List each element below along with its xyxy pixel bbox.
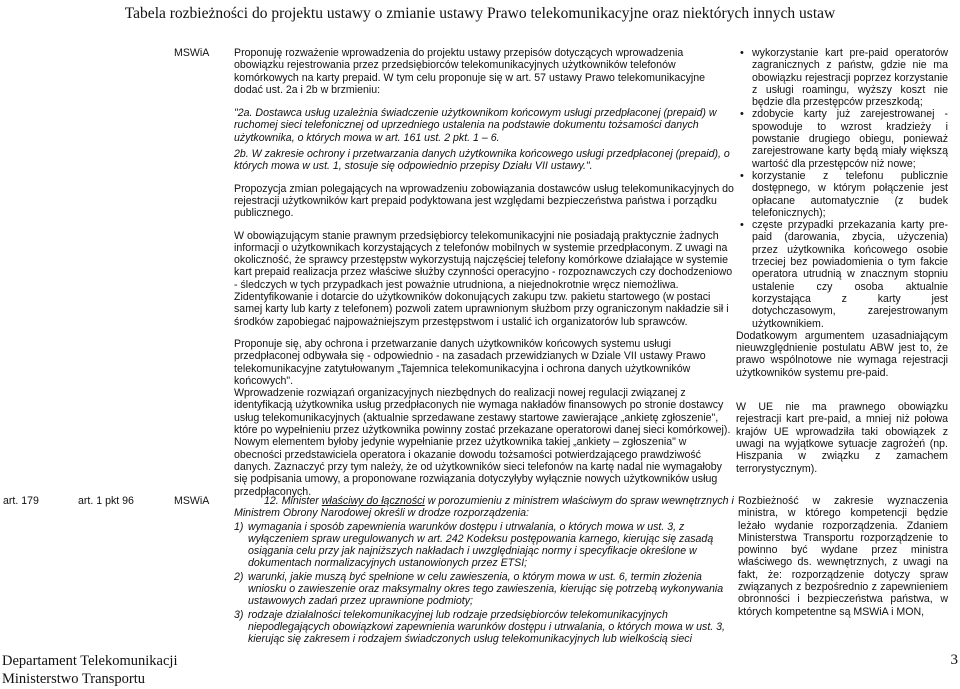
- footer-ministry: Ministerstwo Transportu: [2, 671, 146, 687]
- list-item: • zdobycie karty już zarejestrowanej - spowoduje to wzrost kradzieży i powstanie drugiego obiegu, ponieważ zarejestrowane karty będą miały większą wartość dla przestępców niż nowe;: [752, 108, 948, 169]
- response-argument: Dodatkowym argumentem uzasadniającym nieuwzględnienie postulatu ABW jest to, że prawo wspólnotowe nie wymaga rejestracji użytkowników systemu pre-paid.: [736, 329, 948, 379]
- footer-department: Departament Telekomunikacji: [2, 653, 178, 669]
- proposal-justification: Propozycja zmian polegających na wprowadzeniu zobowiązania dostawców usług telekomunikacyjnych do rejestracji użytkowników kart prepaid podyktowana jest względami bezpieczeństwa państwa i porządku publicznego.: [234, 182, 734, 220]
- list-item: • częste przypadki przekazania karty pre-paid (darowania, zbycia, użyczenia) przez użytkownika końcowego osobie trzeciej bez powiadomienia o tym fakcie operatora utrudnią w znacznym stopniu ustalenie czy osoba aktualnie korzystająca z karty jest dotychczasowym, zarejestrowanym użytkownikiem.: [752, 219, 948, 330]
- list-item: 3) rodzaje działalności telekomunikacyjnej lub rodzaje przedsiębiorców telekomunikacyjnych niepodlegających obowiązkowi zapewnienia warunków dostępu i utrwalania, o których mowa w ust. 3, kierując się zakresem i rodzajem świadczonych usług telekomunikacyjnych lub wielkością sieci: [234, 608, 725, 646]
- proposal-legal-state: W obowiązującym stanie prawnym przedsiębiorcy telekomunikacyjni nie posiadają praktycznie żadnych informacji o użytkownikach korzystających z telefonów mobilnych w systemie przedpłaconym. Z uwagi na okoliczność, że sprawcy przestępstw wykorzystują najczęściej telefony komórkowe działające w systemie kart prepaid realizacja przez właściwe służby czynności operacyjno - rozpoznawczych czy dochodzeniowo - śledczych w tych przypadkach jest poważnie utrudniona, a niejednokrotnie wręcz niemożliwa. Zidentyfikowanie i dotarcie do użytkowników dokonujących zakupu tzw. pakietu startowego (w postaci samej karty lub karty z telefonem) pozwoli zatem uprawnionym służbom przy ograniczonym nakładzie sił i środków zapobiegać najpoważniejszym przestępstwom i ustalić ich organizatorów lub sprawców.: [234, 229, 733, 328]
- response-column: [738, 47, 948, 475]
- list-item: 2) warunki, jakie muszą być spełnione w celu zawieszenia, o którym mowa w ust. 6, termin złożenia wniosku o zawieszenie oraz maksymalny okres tego zawieszenia, kierując się potrzebą wykonywania ustawowych zadań przez uprawnione podmioty;: [234, 570, 724, 608]
- list-item: 1) wymagania i sposób zapewnienia warunków dostępu i utrwalania, o których mowa w ust. 3, z wyłączeniem spraw uregulowanych w art. 242 Kodeksu postępowania karnego, kierując się zasadą osiągania celu przy jak najniższych nakładach i uwzględniając normy i specyfikacje określone w dokumentach normalizacyjnych ustanowionych przez ETSI;: [234, 520, 714, 570]
- response-eu-note: W UE nie ma prawnego obowiązku rejestracji kart pre-paid, a mniej niż połowa krajów UE wprowadziła taki obowiązek z uwagi na wyjątkowe sytuacje zagrożeń (np. Hiszpania w związku z zamachem terrorystycznym).: [736, 401, 948, 475]
- proposal-column: [234, 47, 734, 498]
- regulation-intro: 12. Minister właściwy do łączności w porozumieniu z ministrem właściwym do spraw wewnętrznych i Ministrem Obrony Narodowej określi w drodze rozporządzenia:: [234, 495, 734, 520]
- footer: [2, 652, 177, 689]
- proposal-implementation: Wprowadzenie rozwiązań organizacyjnych niezbędnych do realizacji nowej regulacji związanej z identyfikacją użytkownika usług przedpłaconych nie wymaga nakładów finansowych po stronie dostawcy usług telekomunikacyjnych (aktualnie sprzedawane zestawy startowe zawierające „ankietę zgłoszenie", które po wypełnieniu przez użytkownika powinny zostać przekazane operatorowi danej sieci komórkowej). Nowym elementem byłoby jedynie wypełnianie przez użytkownika takiej „ankiety – zgłoszenia" w obecności przedstawiciela operatora i okazanie dowodu tożsamości potwierdzającego prawdziwość danych. Zaznaczyć przy tym należy, że od użytkowników sieci telefonów na kartę nadal nie wymagałoby się podpisania umowy, a proponowane rozwiązania dotyczyłyby wyłącznie nowych użytkowników usług przedpłaconych.: [234, 387, 731, 498]
- list-item: • wykorzystanie kart pre-paid operatorów zagranicznych z państw, gdzie nie ma obowiązku rejestracji poprzez korzystanie z usługi roamingu, wyższy koszt nie będzie dla przestępców przeszkodą;: [752, 47, 948, 108]
- proposal-quote-2b: 2b. W zakresie ochrony i przetwarzania danych użytkownika końcowego usługi przedpłaconej (prepaid), o których mowa w ust. 1, stosuje się odpowiednio przepisy Działu VII ustawy.".: [234, 148, 730, 173]
- page-number: 3: [950, 652, 958, 668]
- org-label: MSWiA: [174, 47, 210, 59]
- article-ref: art. 179: [3, 495, 39, 507]
- proposal-quote-2a: "2a. Dostawca usług uzależnia świadczenie użytkownikom końcowym usługi przedpłaconej (prepaid) w ruchomej sieci telefonicznej od uprzedniego ustalenia na podstawie dokumentu tożsamości danych użytkownika, o których mowa w art. 161 ust. 2 pkt. 1 – 6.: [234, 107, 717, 144]
- proposal-intro: Proponuję rozważenie wprowadzenia do projektu ustawy przepisów dotyczących wprowadzenia obowiązku rejestrowania przez przedsiębiorców telekomunikacyjnych użytkowników telefonów komórkowych na karty prepaid. W tym celu proponuje się w art. 57 ustawy Prawo telekomunikacyjne dodać ust. 2a i 2b w brzmieniu:: [234, 47, 706, 96]
- proposal-data-protection: Proponuje się, aby ochrona i przetwarzanie danych użytkowników końcowych systemu usługi przedpłaconej odbywała się - odpowiednio - na zasadach przewidzianych w Dziale VII ustawy Prawo telekomunikacyjne zatytułowanym „Tajemnica telekomunikacyjna i ochrona danych użytkowników końcowych".: [234, 337, 706, 387]
- page-title: Tabela rozbieżności do projektu ustawy o zmianie ustawy Prawo telekomunikacyjne oraz niektórych innych ustaw: [124, 5, 836, 22]
- list-item: • korzystanie z telefonu publicznie dostępnego, w którym połączenie jest opłacane automatycznie (z budek telefonicznych);: [752, 170, 948, 219]
- regulation-text: [234, 495, 734, 646]
- article-ref-amend: art. 1 pkt 96: [78, 495, 134, 507]
- org-label-2: MSWiA: [174, 495, 210, 507]
- response-ministry: Rozbieżność w zakresie wyznaczenia ministra, w którego kompetencji będzie leżało wydanie rozporządzenia. Zdaniem Ministerstwa Transportu rozporządzenie to powinno być wydane przez ministra właściwego ds. wewnętrznych, z uwagi na fakt, że: rozporządzenie dotyczy spraw związanych z bezpośrednio z zapewnieniem obronności i bezpieczeństwa państwa, w których kompetentne są MSWiA i MON,: [738, 495, 948, 618]
